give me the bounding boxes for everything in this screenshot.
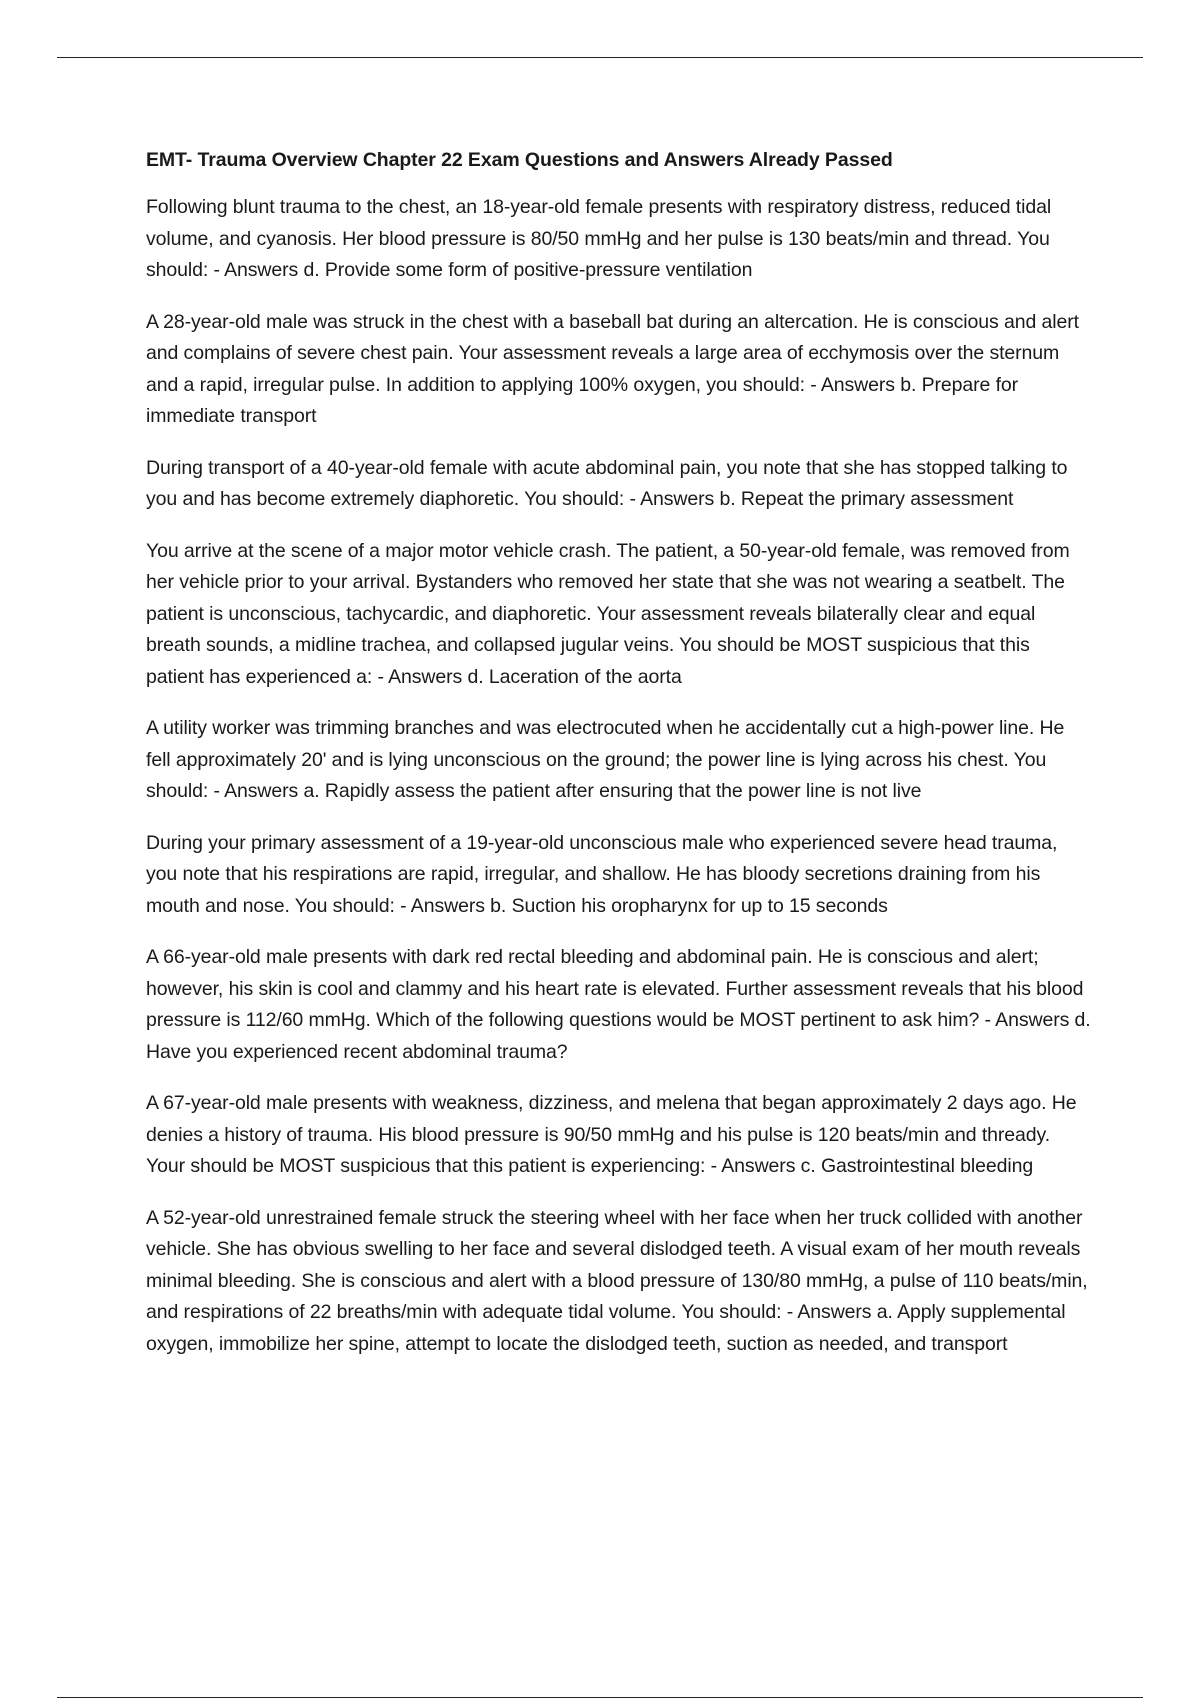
footer-rule — [57, 1697, 1143, 1698]
qa-item-1: Following blunt trauma to the chest, an 18-year-old female presents with respiratory distress, reduced tidal volume, and cyanosis. Her blood pressure is 80/50 mmHg and her pulse is 130 beats/min and thread. You should: - Answers d. Provide some form of positive-pressure ventilation — [146, 196, 1052, 281]
qa-item-6: During your primary assessment of a 19-year-old unconscious male who experienced severe head trauma, you note that his respirations are rapid, irregular, and shallow. He has bloody secretions draining from his mouth and nose. You should: - Answers b. Suction his oropharynx for up to 15 seconds — [146, 831, 1058, 917]
qa-item-5: A utility worker was trimming branches and was electrocuted when he accidentally cut a high-power line. He fell approximately 20' and is lying unconscious on the ground; the power line is lying across his chest. You should: - Answers a. Rapidly assess the patient after ensuring that the power line is not live — [146, 717, 1065, 802]
qa-item-9: A 52-year-old unrestrained female struck the steering wheel with her face when her truck collided with another vehicle. She has obvious swelling to her face and several dislodged teeth. A visual exam of her mouth reveals minimal bleeding. She is conscious and alert with a blood pressure of 130/80 mmHg, a pulse of 110 beats/min, and respirations of 22 breaths/min with adequate tidal volume. You should: - Answers a. Apply supplemental oxygen, immobilize her spine, attempt to locate the dislodged teeth, suction as needed, and transport — [146, 1206, 1088, 1355]
qa-item-2: A 28-year-old male was struck in the chest with a baseball bat during an altercation. He is conscious and alert and complains of severe chest pain. Your assessment reveals a large area of ecchymosis over the sternum and a rapid, irregular pulse. In addition to applying 100% oxygen, you should: - Answers b. Prepare for immediate transport — [146, 310, 1079, 427]
qa-item-7: A 66-year-old male presents with dark red rectal bleeding and abdominal pain. He is conscious and alert; however, his skin is cool and clammy and his heart rate is elevated. Further assessment reveals that his blood pressure is 112/60 mmHg. Which of the following questions would be MOST pertinent to ask him? - Answers d. Have you experienced recent abdominal trauma? — [146, 946, 1091, 1063]
qa-item-4: You arrive at the scene of a major motor vehicle crash. The patient, a 50-year-old female, was removed from her vehicle prior to your arrival. Bystanders who removed her state that she was not wearing a seatbelt. The patient is unconscious, tachycardic, and diaphoretic. Your assessment reveals bilaterally clear and equal breath sounds, a midline trachea, and collapsed jugular veins. You should be MOST suspicious that this patient has experienced a: - Answers d. Laceration of the aorta — [146, 539, 1070, 688]
page-content — [146, 145, 1091, 1380]
document-title: EMT- Trauma Overview Chapter 22 Exam Questions and Answers Already Passed — [146, 149, 893, 171]
qa-item-3: During transport of a 40-year-old female with acute abdominal pain, you note that she has stopped talking to you and has become extremely diaphoretic. You should: - Answers b. Repeat the primary assessment — [146, 456, 1068, 510]
qa-item-8: A 67-year-old male presents with weakness, dizziness, and melena that began approximately 2 days ago. He denies a history of trauma. His blood pressure is 90/50 mmHg and his pulse is 120 beats/min and thready. Your should be MOST suspicious that this patient is experiencing: - Answers c. Gastrointestinal bleeding — [146, 1092, 1077, 1177]
header-rule — [57, 57, 1143, 58]
